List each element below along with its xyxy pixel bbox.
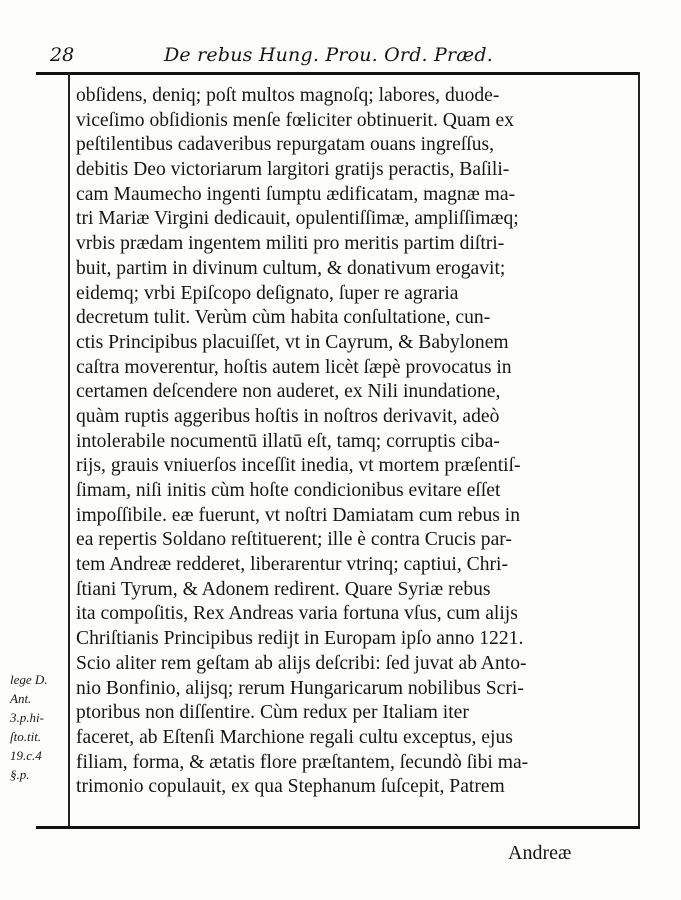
text-line: cam Maumecho ingenti ſumptu ædificatam, magnæ ma- [76, 183, 516, 205]
text-line: tem Andreæ redderet, liberarentur vtrinq; captiui, Chri- [76, 554, 509, 576]
text-line: obſidens, deniq; poſt multos magnoſq; labores, duode- [76, 85, 500, 106]
body-text [76, 84, 636, 800]
text-line: eidemq; vrbi Epiſcopo deſignato, ſuper re agraria [76, 282, 459, 304]
right-margin-rule [638, 72, 640, 828]
text-line: ſimam, niſi initis cùm hoſte condicionibus evitare eſſet [76, 480, 501, 501]
text-line: ea repertis Soldano reſtituerent; ille è contra Crucis par- [76, 529, 512, 551]
text-line: vrbis prædam ingentem militi pro meritis partim diſtri- [76, 233, 505, 255]
page-number: 28 [50, 44, 75, 66]
text-line: tri Mariæ Virgini dedicauit, opulentiſſimæ, ampliſſimæq; [76, 208, 519, 230]
text-line: faceret, ab Eſtenſi Marchione regali cultu exceptus, ejus [76, 726, 513, 748]
top-rule [36, 72, 640, 75]
running-head: De rebus Hung. Prou. Ord. Præd. [164, 44, 493, 66]
text-line: caſtra moverentur, hoſtis autem licèt ſæpè provocatus in [76, 356, 512, 378]
text-line: Chriſtianis Principibus redijt in Europam ipſo anno 1221. [76, 628, 524, 650]
text-line: trimonio copulauit, ex qua Stephanum ſuſcepit, Patrem [76, 776, 505, 798]
text-line: peſtilentibus cadaveribus repurgatam ouans ingreſſus, [76, 134, 495, 156]
text-line: decretum tulit. Verùm cùm habita conſultatione, cun- [76, 307, 491, 329]
text-line: certamen deſcendere non auderet, ex Nili inundatione, [76, 381, 501, 403]
left-margin-rule [68, 72, 70, 828]
text-line: debitis Deo victoriarum largitori gratijs peractis, Baſili- [76, 159, 510, 181]
catchword: Andreæ [508, 842, 572, 864]
text-line: nio Bonfinio, alijsq; rerum Hungaricarum nobilibus Scri- [76, 677, 524, 699]
marginal-note-line: 3.p.hi- [10, 710, 44, 725]
marginal-note-line: §.p. [10, 767, 30, 782]
text-line: rijs, grauis vniuerſos inceſſit inedia, vt mortem præſentiſ- [76, 455, 521, 477]
text-line: ctis Principibus placuiſſet, vt in Cayrum, & Babylonem [76, 331, 509, 353]
marginal-note [10, 670, 66, 784]
text-line: impoſſibile. eæ fuerunt, vt noſtri Damiatam cum rebus in [76, 504, 521, 526]
page-header [36, 44, 646, 70]
text-line: ſtiani Tyrum, & Adonem redirent. Quare Syriæ rebus [76, 578, 491, 600]
text-line: filiam, forma, & ætatis flore præſtantem, ſecundò ſibi ma- [76, 751, 529, 773]
marginal-note-line: ſto.tit. [10, 729, 42, 744]
text-line: ita compoſitis, Rex Andreas varia fortuna vſus, cum alijs [76, 603, 518, 625]
marginal-note-line: Ant. [10, 691, 32, 706]
text-line: intolerabile nocumentū illatū eſt, tamq; corruptis ciba- [76, 430, 500, 452]
text-line: Scio aliter rem geſtam ab alijs deſcribi: ſed juvat ab Anto- [76, 652, 527, 674]
text-line: quàm ruptis aggeribus hoſtis in noſtros derivavit, adeò [76, 405, 500, 427]
text-line: ptoribus non diſſentire. Cùm redux per Italiam iter [76, 702, 469, 724]
marginal-note-line: 19.c.4 [10, 748, 42, 763]
text-line: viceſimo obſidionis menſe fœliciter obtinuerit. Quam ex [76, 109, 515, 131]
text-line: buit, partim in divinum cultum, & donativum erogavit; [76, 257, 506, 279]
marginal-note-line: lege D. [10, 672, 48, 687]
bottom-rule [36, 826, 640, 829]
